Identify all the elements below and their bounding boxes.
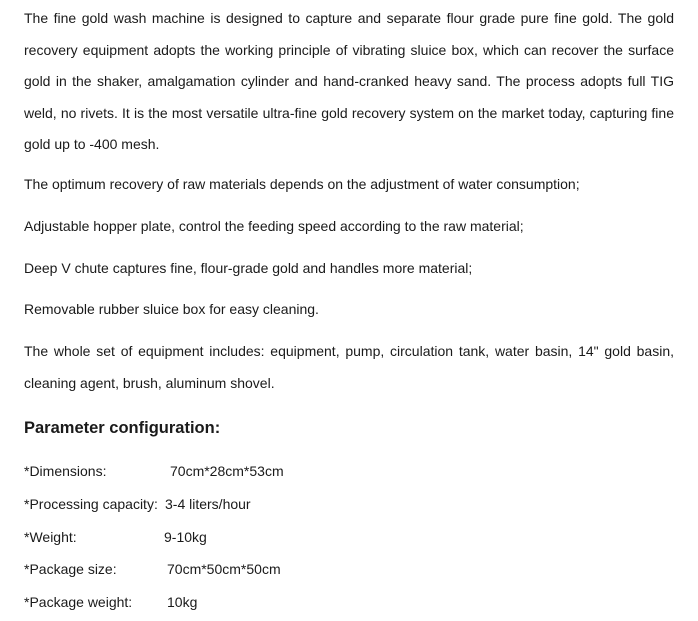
spec-row-package-size [24, 559, 424, 579]
spec-value: 70cm*28cm*53cm [170, 463, 284, 479]
spec-row-weight [24, 527, 424, 547]
spec-label: *Dimensions: [24, 463, 107, 479]
spec-label: *Package weight: [24, 594, 133, 610]
feature-deep-v-chute: Deep V chute captures fine, flour-grade gold and handles more material; [24, 260, 473, 276]
feature-water-adjustment: The optimum recovery of raw materials depends on the adjustment of water consumption; [24, 176, 580, 192]
intro-paragraph: The fine gold wash machine is designed to capture and separate flour grade pure fine gold. The gold recovery equipment adopts the working principle of vibrating sluice box, which can recover the surface gold in the shaker, amalgamation cylinder and hand-cranked heavy sand. The process adopts full TIG weld, no rivets. It is the most versatile ultra-fine gold recovery system on the market today, capturing fine gold up to -400 mesh. [24, 10, 674, 152]
spec-value: 70cm*50cm*50cm [167, 561, 281, 577]
spec-value: 10kg [167, 594, 198, 610]
spec-row-dimensions [24, 461, 424, 481]
feature-hopper-plate: Adjustable hopper plate, control the feeding speed according to the raw material; [24, 218, 524, 234]
spec-label: *Weight: [24, 529, 77, 545]
spec-label: *Package size: [24, 561, 117, 577]
parameter-heading: Parameter configuration: [24, 419, 221, 437]
spec-row-package-weight [24, 592, 424, 612]
spec-value: 9-10kg [164, 529, 207, 545]
spec-row-processing-capacity [24, 494, 424, 514]
product-description [24, 0, 674, 610]
spec-label: *Processing capacity: [24, 496, 158, 512]
feature-rubber-sluice: Removable rubber sluice box for easy cleaning. [24, 301, 319, 317]
spec-value: 3-4 liters/hour [165, 496, 251, 512]
equipment-set-paragraph: The whole set of equipment includes: equipment, pump, circulation tank, water basin, 14" gold basin, cleaning agent, brush, aluminum shovel. [24, 343, 674, 391]
